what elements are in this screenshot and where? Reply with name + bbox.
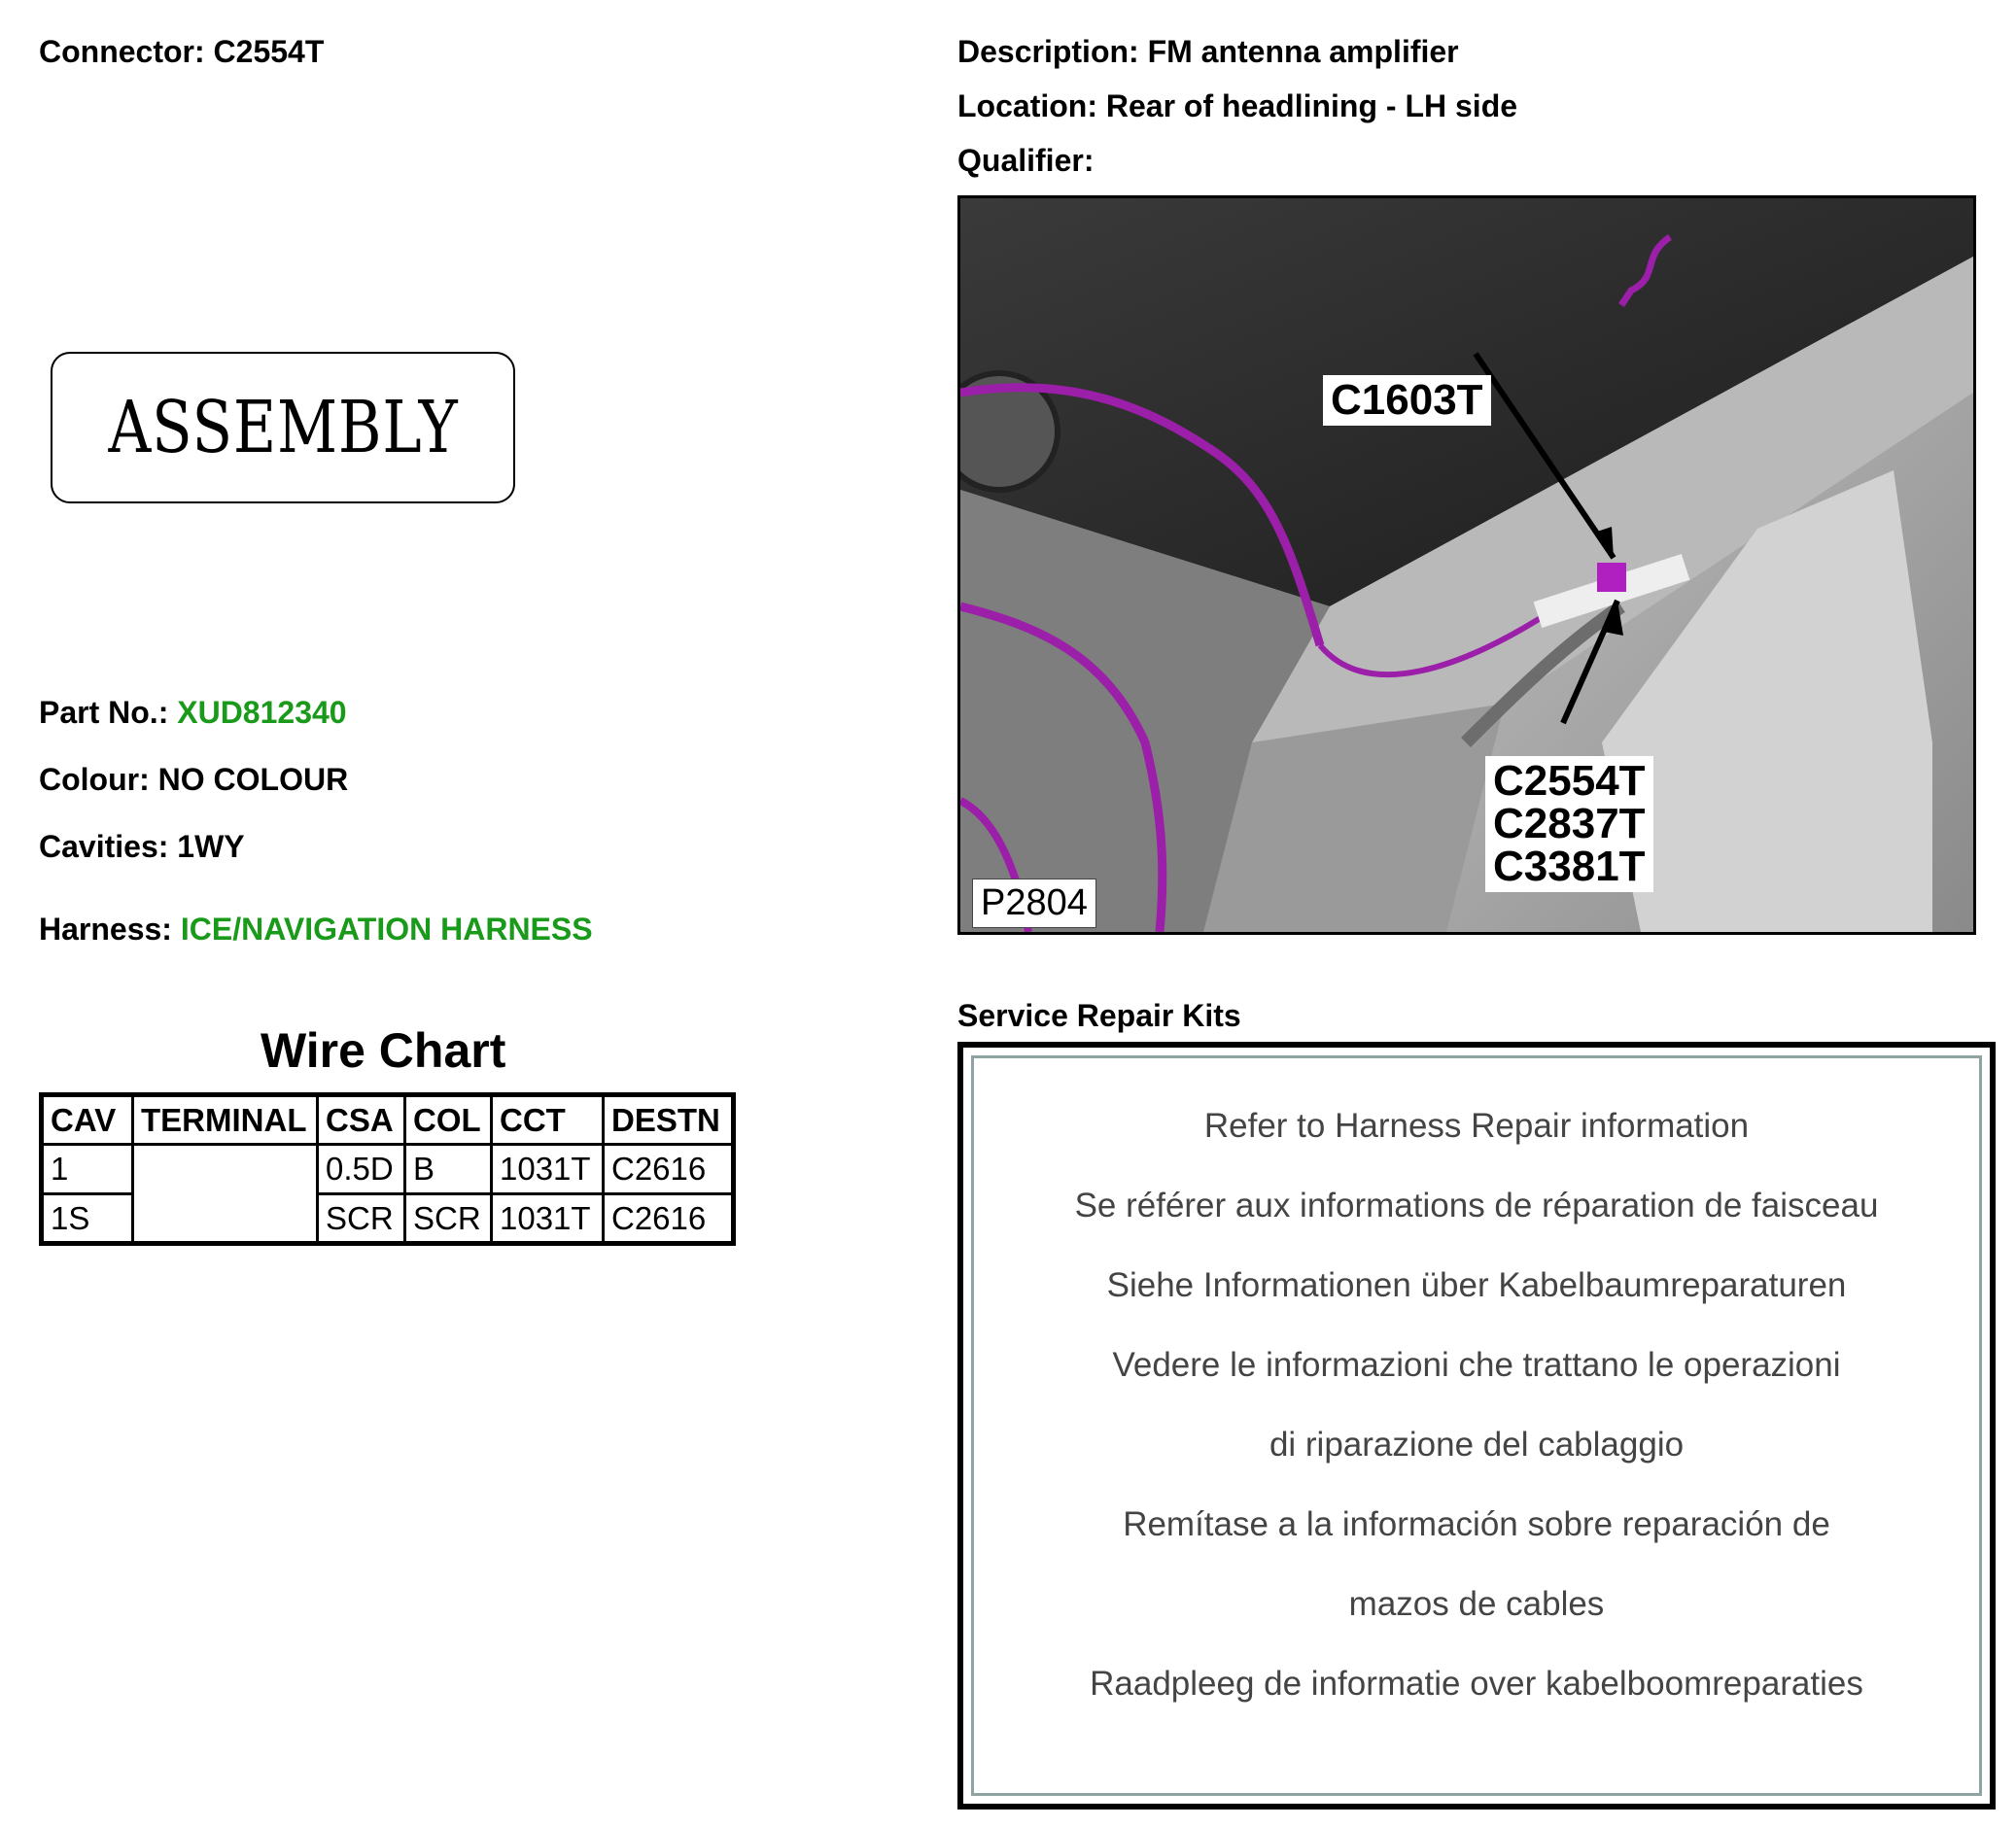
assembly-text: ASSEMBLY [108, 386, 458, 469]
service-kits-title: Service Repair Kits [957, 998, 1241, 1033]
description-line [957, 36, 1459, 67]
callout-stack [1485, 756, 1653, 892]
photo-reference: P2804 [972, 879, 1096, 928]
harness-link[interactable]: ICE/NAVIGATION HARNESS [180, 912, 593, 947]
col-cct: CCT [492, 1095, 604, 1145]
connector-label: Connector: [39, 34, 205, 69]
kit-line-it-1: Vedere le informazioni che trattano le operazioni [1112, 1346, 1841, 1384]
part-no-line [39, 697, 347, 728]
cell-csa: 0.5D [318, 1145, 405, 1194]
service-kits-inner [971, 1055, 1982, 1796]
colour-value: NO COLOUR [157, 762, 349, 797]
cell-terminal [133, 1145, 318, 1244]
service-kits-box [957, 1042, 1996, 1810]
assembly-placeholder [51, 352, 515, 503]
kit-line-it-2: di riparazione del cablaggio [1269, 1426, 1685, 1464]
description-value: FM antenna amplifier [1147, 34, 1459, 69]
connector-line [39, 36, 324, 67]
cell-destn[interactable]: C2616 [604, 1194, 734, 1244]
col-csa: CSA [318, 1095, 405, 1145]
location-line [957, 90, 1517, 121]
cell-cav: 1 [42, 1145, 133, 1194]
qualifier-label: Qualifier: [957, 143, 1095, 178]
description-label: Description: [957, 34, 1139, 69]
cell-cct: 1031T [492, 1194, 604, 1244]
table-header-row [42, 1095, 734, 1145]
harness-line [39, 914, 593, 945]
callout-c2554t: C2554T [1493, 757, 1646, 805]
location-value: Rear of headlining - LH side [1105, 88, 1518, 123]
col-destn: DESTN [604, 1095, 734, 1145]
cell-col: B [405, 1145, 492, 1194]
callout-c2837t: C2837T [1493, 800, 1646, 847]
part-no-link[interactable]: XUD812340 [177, 695, 347, 730]
part-no-label: Part No.: [39, 695, 169, 730]
cavities-label: Cavities: [39, 829, 169, 864]
kit-line-es-1: Remítase a la información sobre reparación de [1123, 1505, 1830, 1543]
cavities-value: 1WY [177, 829, 245, 864]
kit-line-fr: Se référer aux informations de réparation de faisceau [1074, 1187, 1879, 1224]
col-terminal: TERMINAL [133, 1095, 318, 1145]
callout-c1603t: C1603T [1323, 375, 1491, 426]
cell-col: SCR [405, 1194, 492, 1244]
col-col: COL [405, 1095, 492, 1145]
cavities-line [39, 831, 245, 862]
cell-cav: 1S [42, 1194, 133, 1244]
photo-illustration [960, 198, 1973, 932]
connector-body [1597, 563, 1626, 592]
wire-chart-table [39, 1092, 736, 1246]
kit-line-es-2: mazos de cables [1348, 1585, 1605, 1623]
colour-label: Colour: [39, 762, 150, 797]
location-label: Location: [957, 88, 1097, 123]
table-row [42, 1145, 734, 1194]
kit-line-en: Refer to Harness Repair information [1203, 1107, 1750, 1145]
wire-chart-title: Wire Chart [261, 1023, 506, 1078]
cell-csa: SCR [318, 1194, 405, 1244]
harness-label: Harness: [39, 912, 172, 947]
callout-c3381t: C3381T [1493, 843, 1646, 890]
connector-value: C2554T [213, 34, 325, 69]
cell-cct: 1031T [492, 1145, 604, 1194]
kit-line-nl: Raadpleeg de informatie over kabelboomreparaties [1090, 1665, 1863, 1703]
qualifier-line [957, 145, 1094, 176]
col-cav: CAV [42, 1095, 133, 1145]
cell-destn[interactable]: C2616 [604, 1145, 734, 1194]
colour-line [39, 764, 348, 795]
location-photo [957, 195, 1976, 935]
kit-line-de: Siehe Informationen über Kabelbaumreparaturen [1106, 1266, 1847, 1304]
